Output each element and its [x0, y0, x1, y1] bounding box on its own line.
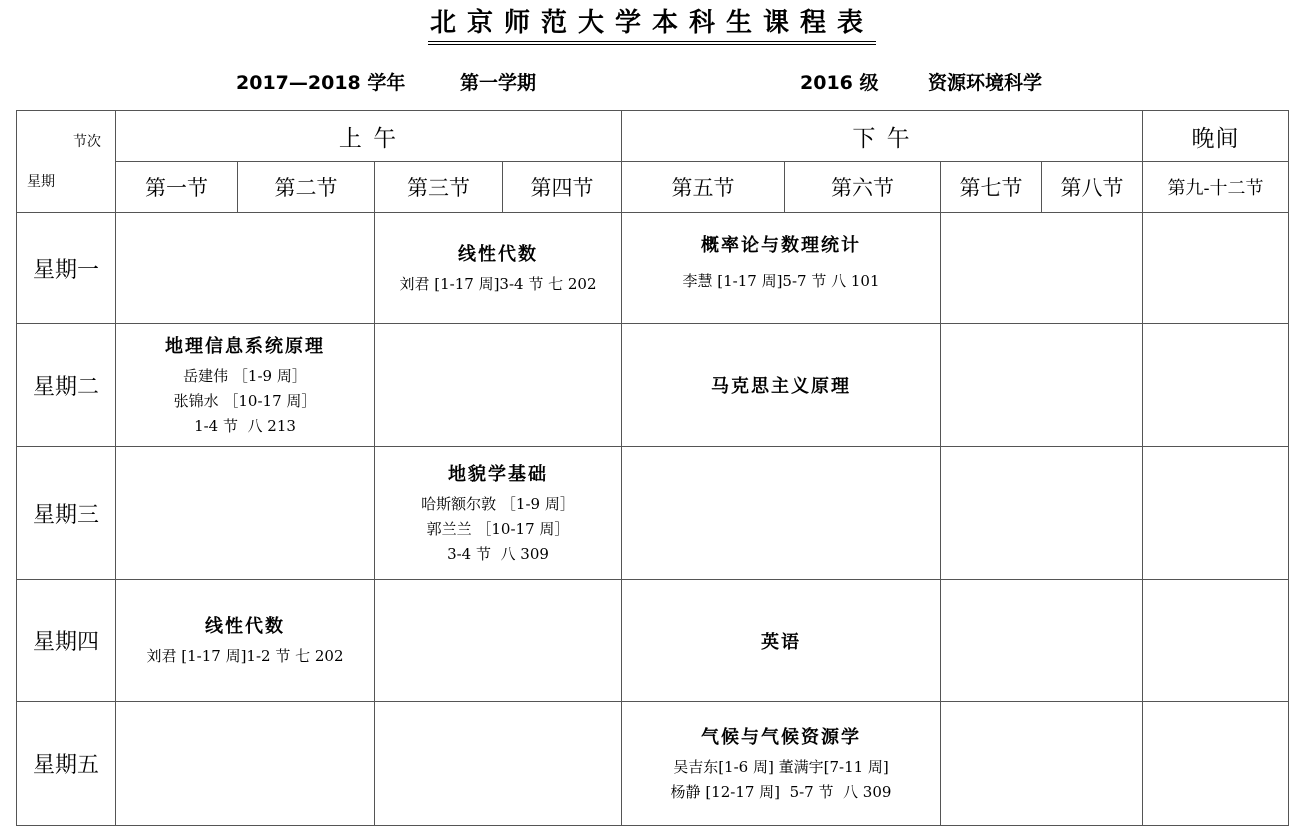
- course-cell: [375, 447, 622, 580]
- course-detail: 刘君 [1-17 周]1-2 节 七 202: [146, 647, 344, 665]
- course-detail: 岳建伟 ［1-9 周］: [183, 366, 307, 385]
- empty-cell: [116, 447, 375, 580]
- course-detail: 哈斯额尔敦 ［1-9 周］: [421, 494, 575, 513]
- empty-cell: [375, 580, 622, 702]
- course-cell: [622, 324, 941, 447]
- course-cell: [116, 580, 375, 702]
- period-5: 第五节: [622, 162, 785, 213]
- period-4: 第四节: [503, 162, 622, 213]
- course-detail: 3-4 节 八 309: [447, 544, 549, 563]
- empty-cell: [941, 324, 1143, 447]
- empty-cell: [941, 213, 1143, 324]
- academic-year: 2017—2018 学年: [236, 72, 406, 94]
- course-cell: [116, 324, 375, 447]
- corner-day-label: 星期: [27, 174, 55, 190]
- grade: 2016 级: [800, 72, 879, 94]
- semester: 第一学期: [460, 72, 537, 94]
- period-1: 第一节: [116, 162, 238, 213]
- empty-cell: [941, 447, 1143, 580]
- empty-cell: [116, 213, 375, 324]
- course-cell: [622, 702, 941, 826]
- evening-header: 晚间: [1143, 111, 1289, 162]
- empty-cell: [1143, 324, 1289, 447]
- course-name: 英语: [761, 631, 801, 653]
- day-monday: 星期一: [17, 213, 116, 324]
- empty-cell: [941, 580, 1143, 702]
- period-9-12: 第九-十二节: [1143, 162, 1289, 213]
- period-3: 第三节: [375, 162, 503, 213]
- course-name: 概率论与数理统计: [701, 235, 861, 256]
- day-wednesday: 星期三: [17, 447, 116, 580]
- empty-cell: [1143, 580, 1289, 702]
- corner-header: [17, 111, 116, 213]
- empty-cell: [622, 447, 941, 580]
- period-2: 第二节: [238, 162, 375, 213]
- day-friday: 星期五: [17, 702, 116, 826]
- course-detail: 李慧 [1-17 周]5-7 节 八 101: [682, 272, 880, 290]
- morning-header: 上 午: [116, 111, 622, 162]
- course-name: 线性代数: [205, 616, 285, 637]
- empty-cell: [375, 702, 622, 826]
- empty-cell: [375, 324, 622, 447]
- course-name: 地貌学基础: [448, 463, 548, 485]
- timetable: [16, 110, 1289, 826]
- day-tuesday: 星期二: [17, 324, 116, 447]
- course-cell: [622, 213, 941, 324]
- course-cell: [375, 213, 622, 324]
- major: 资源环境科学: [928, 72, 1043, 94]
- empty-cell: [941, 702, 1143, 826]
- course-name: 线性代数: [458, 243, 538, 265]
- corner-period-label: 节次: [73, 134, 101, 150]
- period-7: 第七节: [941, 162, 1042, 213]
- day-thursday: 星期四: [17, 580, 116, 702]
- course-detail: 1-4 节 八 213: [194, 416, 296, 435]
- afternoon-header: 下 午: [622, 111, 1143, 162]
- empty-cell: [116, 702, 375, 826]
- course-name: 气候与气候资源学: [701, 726, 861, 748]
- empty-cell: [1143, 213, 1289, 324]
- course-detail: 吴吉东[1-6 周] 董满宇[7-11 周]: [673, 757, 889, 776]
- course-name: 地理信息系统原理: [165, 335, 325, 357]
- course-cell: [622, 580, 941, 702]
- period-8: 第八节: [1042, 162, 1143, 213]
- period-6: 第六节: [785, 162, 941, 213]
- course-detail: 郭兰兰 ［10-17 周］: [426, 519, 570, 538]
- empty-cell: [1143, 702, 1289, 826]
- course-detail: 张锦水 ［10-17 周］: [173, 391, 317, 410]
- empty-cell: [1143, 447, 1289, 580]
- course-detail: 杨静 [12-17 周] 5-7 节 八 309: [670, 782, 892, 801]
- course-name: 马克思主义原理: [711, 376, 851, 397]
- course-detail: 刘君 [1-17 周]3-4 节 七 202: [399, 274, 597, 293]
- page-title: 北京师范大学本科生课程表: [0, 2, 1304, 45]
